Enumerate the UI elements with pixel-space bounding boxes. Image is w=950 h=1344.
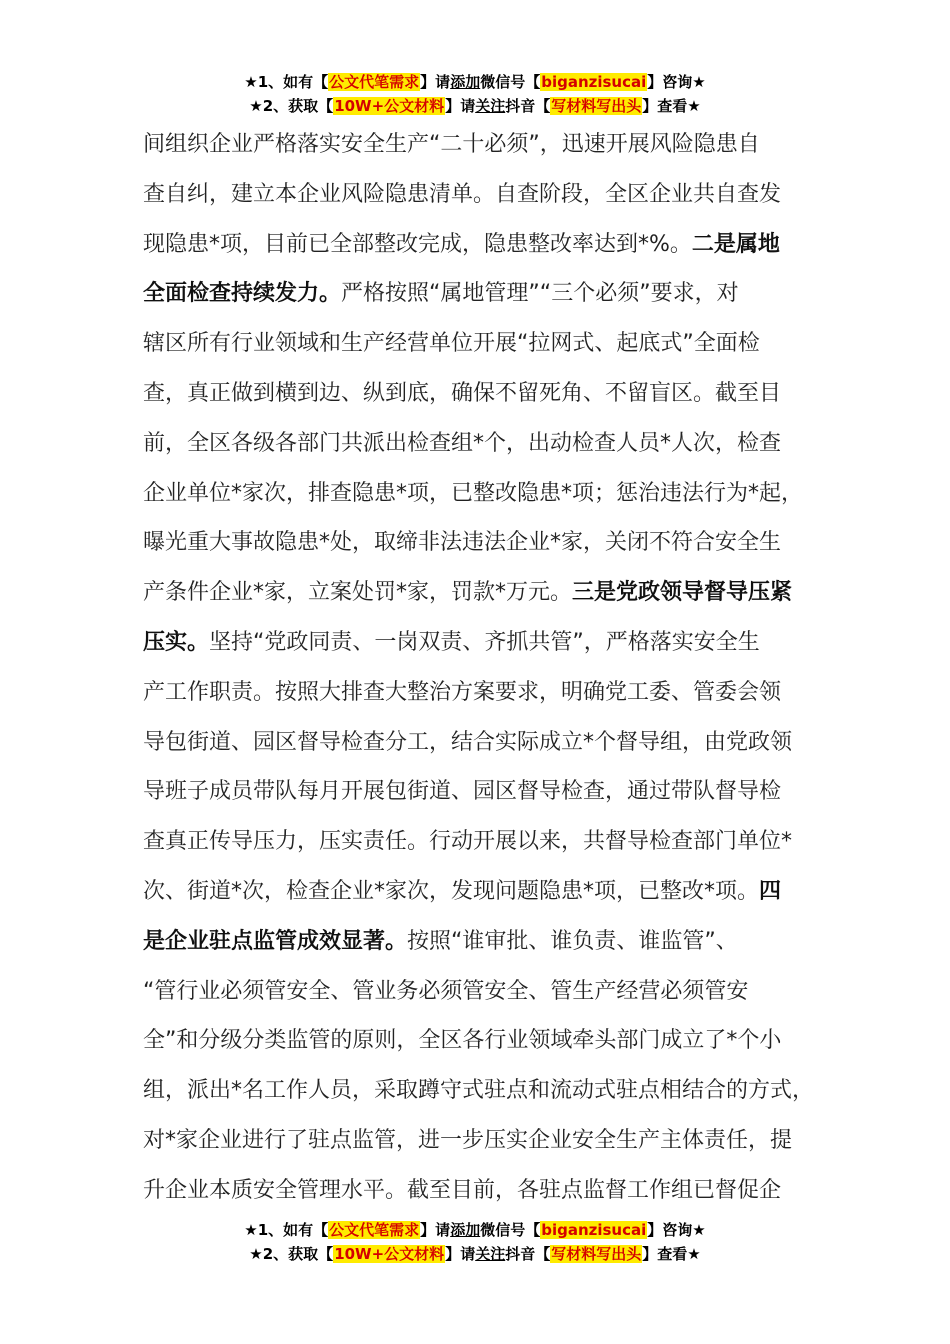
banner-text: 微信号【	[480, 73, 541, 91]
banner-line-2	[0, 94, 950, 118]
banner-highlight: 写材料写出头	[551, 97, 642, 115]
banner-text: 】请	[445, 97, 476, 115]
body-line: 辖区所有行业领域和生产经营单位开展“拉网式、起底式”全面检	[143, 331, 760, 357]
body-line: “管行业必须管安全、管业务必须管安全、管生产经营必须管安	[143, 978, 749, 1004]
body-line: 查真正传导压力，压实责任。行动开展以来，共督导检查部门单位*	[143, 829, 793, 855]
banner-text: ★2、获取【	[249, 97, 334, 115]
banner-highlight: 写材料写出头	[551, 1245, 642, 1263]
body-line	[143, 917, 833, 967]
banner-line-1	[0, 1218, 950, 1242]
section-heading: 全面检查持续发力。	[143, 281, 342, 307]
banner-highlight: biganzisucai	[541, 1221, 647, 1239]
body-line: 导班子成员带队每月开展包街道、园区督导检查，通过带队督导检	[143, 779, 782, 805]
banner-highlight: 公文代笔需求	[329, 73, 420, 91]
banner-underline: 添加	[450, 73, 481, 91]
banner-text: 】请	[420, 1221, 451, 1239]
banner-line-1	[0, 70, 950, 94]
body-line: 升企业本质安全管理水平。截至目前，各驻点监督工作组已督促企	[143, 1177, 782, 1203]
banner-text: ★2、获取【	[249, 1245, 334, 1263]
header-banner	[0, 70, 950, 118]
section-heading: 四	[759, 878, 782, 904]
banner-text: 】咨询★	[647, 1221, 706, 1239]
footer-banner	[0, 1218, 950, 1266]
banner-underline: 关注	[475, 97, 506, 115]
section-heading: 二是属地	[691, 231, 780, 257]
banner-underline: 添加	[450, 1221, 481, 1239]
banner-highlight: 10W+公文材料	[334, 97, 445, 115]
body-text	[143, 120, 833, 1216]
banner-text: 】查看★	[642, 97, 701, 115]
section-heading: 是企业驻点监管成效显著。	[143, 928, 408, 954]
banner-text: 抖音【	[505, 97, 551, 115]
banner-text: ★1、如有【	[244, 73, 329, 91]
body-line: 全”和分级分类监管的原则，全区各行业领域牵头部门成立了*个小	[143, 1028, 782, 1054]
section-heading: 三是党政领导督导压紧	[572, 580, 793, 606]
body-line: 查，真正做到横到边、纵到底，确保不留死角、不留盲区。截至目	[143, 380, 782, 406]
banner-text: 微信号【	[480, 1221, 541, 1239]
body-text-run: 现隐患*项，目前已全部整改完成，隐患整改率达到*%。	[143, 231, 692, 257]
banner-line-2	[0, 1242, 950, 1266]
body-text-run: 次、街道*次，检查企业*家次，发现问题隐患*项，已整改*项。	[143, 878, 760, 904]
body-line	[143, 867, 833, 917]
body-line	[143, 568, 833, 618]
body-line: 企业单位*家次，排查隐患*项，已整改隐患*项；惩治违法行为*起，	[143, 480, 804, 506]
section-heading: 压实。	[143, 629, 210, 655]
banner-underline: 关注	[475, 1245, 506, 1263]
banner-text: 】请	[420, 73, 451, 91]
banner-highlight: 10W+公文材料	[334, 1245, 445, 1263]
banner-text: 】查看★	[642, 1245, 701, 1263]
body-text-run: 按照“谁审批、谁负责、谁监管”、	[407, 928, 738, 954]
banner-text: 抖音【	[505, 1245, 551, 1263]
body-text-run: 坚持“党政同责、一岗双责、齐抓共管”，严格落实安全生	[209, 629, 760, 655]
body-line: 对*家企业进行了驻点监管，进一步压实企业安全生产主体责任，提	[143, 1127, 793, 1153]
body-line	[143, 220, 833, 270]
banner-text: 】请	[445, 1245, 476, 1263]
banner-text: ★1、如有【	[244, 1221, 329, 1239]
body-line: 组，派出*名工作人员，采取蹲守式驻点和流动式驻点相结合的方式，	[143, 1078, 815, 1104]
body-line: 查自纠，建立本企业风险隐患清单。自查阶段，全区企业共自查发	[143, 181, 782, 207]
body-line: 曝光重大事故隐患*处，取缔非法违法企业*家，关闭不符合安全生	[143, 530, 782, 556]
body-line: 产工作职责。按照大排查大整治方案要求，明确党工委、管委会领	[143, 679, 782, 705]
body-line: 间组织企业严格落实安全生产“二十必须”，迅速开展风险隐患自	[143, 132, 760, 157]
body-line: 导包街道、园区督导检查分工，结合实际成立*个督导组，由党政领	[143, 729, 793, 755]
banner-highlight: 公文代笔需求	[329, 1221, 420, 1239]
body-line	[143, 618, 833, 668]
body-text-run: 严格按照“属地管理”“三个必须”要求，对	[341, 281, 739, 307]
body-line: 前，全区各级各部门共派出检查组*个，出动检查人员*人次，检查	[143, 430, 782, 456]
banner-text: 】咨询★	[647, 73, 706, 91]
body-line	[143, 269, 833, 319]
body-text-run: 产条件企业*家，立案处罚*家，罚款*万元。	[143, 580, 573, 606]
banner-highlight: biganzisucai	[541, 73, 647, 91]
